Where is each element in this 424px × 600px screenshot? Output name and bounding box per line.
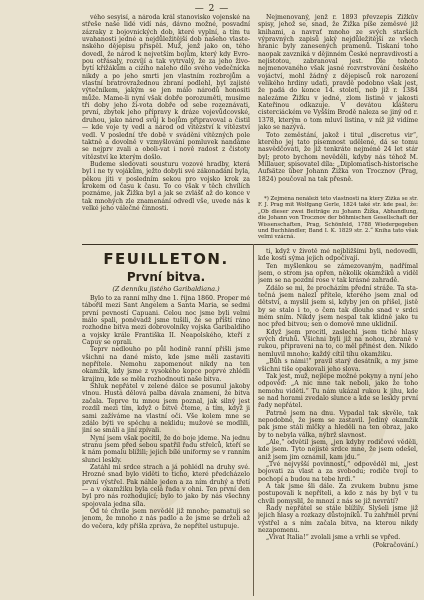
story-paragraph: Když jsem procitl, zaslechl jsem tiché hlasy svých druhů. Všichni byli již na nohou, zbraně v rukou, připraveni na to, co měl přinést den. Nikdo nemluvil mnoho; každý cítil tíhu okamžiku. (258, 328, 418, 358)
story-paragraph: ti, když v životě mé nejbližšími byli, nedovedli, kde kosti sýma jejich odpočívají. (258, 248, 418, 263)
footnote-paragraph: *) Zejména nenáleží této vlastnosti na který Žižka se str. F. J. Prag mit Wolfgang Gerle, 1824 také str. kde psal, že: „Ob dieser zwei Beiträge zu Johann Žižka, Abhandlung, die Johann von Trocznov der böhmischen Gesellschaft der Wissenschaften, Prag, Schönfeld, 1788 Wiedergegeben und Buchhändler, Band I. K. 1829 str. 2.“ Kniha tato však velmi vzácná. (258, 196, 418, 241)
story-paragraph: Nyní jsem však pocítil, že do boje jdeme. Na jednu stranu jsem před sebou spatřil řadu střelců, kteří se k nám pomalu blížili; jejich bílé uniformy se v ranním slunci leskly. (82, 434, 250, 464)
story-paragraph: Zatáhl mi srdce strach a já pohlédl na druhy své. Hrozné snad bylo viděti to ticho, které předcházelo první výstřel. Pak náhle jeden a za ním druhý a třetí — a v okamžiku byla celá řada v ohni. Ten první den byl pro nás rozhodující; bylo to jako by nás všechny spojovala jedna síla. (82, 463, 250, 508)
feuilleton-heading: FEUILLETON. (103, 250, 229, 268)
article-column-right (258, 14, 418, 192)
story-title: První bitva. (126, 270, 206, 284)
story-paragraph: „Ale,“ odvětil jsem, „jen kdyby rodičové věděli, kde jsem. Tyto nejisté srdce mne, že jsem odešel, aniž jsem jim oznámil, kam jdu.“ (258, 438, 418, 461)
story-paragraph: Ten myšlenkou se zámezovaným, nadřímal jsem, o strom jsa opřen, několik okamžiků a viděl jsem se na pozdní rose v tak krásné zahradě. (258, 262, 418, 285)
article-paragraph: Budeme sledovati sousturu vozové hradby, která byl i ne ty vojákům, ježto dobyli své zákonadání byla, pěkou jíti v posledním sekou pro vojsko krok za krokem od času k času. To co však v těch chvílích poznáme, jak Žižka byl a jak se zvlášť až do konce v tak mnohých zle znamenání odvedl vše, uvede nás k velké jeho válečné činnosti. (82, 160, 250, 212)
story-paragraph: Teprv nedlouho po půl hodině ranní přišli jsme všichni na dané místo, kde jsme měli zastaviti nepřítele. Nemohu zapomenout nikdy na ten okamžik, kdy jsme z vysokého kopce poprvé zhlédli krajinu, kde se měla rozhodnouti naše bitva. (82, 346, 250, 383)
story-paragraph: Shluk nepřátel v zelené dálce se posunul jakoby vlnou. Hustá dělová palba dávala znamení, že bitva začala. Teprve tu mnou jsem poznal, jak silný jest rozdíl mezi tím, když o bitvě čteme, a tím, když ji sami zažíváme na vlastní oči. Vše kolem mne se zdálo býti ve spěchu a neklidu; mužové se modlili, jiní se smáli a jiní zpívali. (82, 383, 250, 435)
story-paragraph: Řady nepřátel se stále blížily. Slyšeli jsme již jejich hlasy a rozkazy důstojníků. Tu zahřměl první výstřel a s ním začala bitva, na kterou nikdy nezapomenu. (258, 505, 418, 535)
story-paragraph: „Bůh s námi!“ pravil starý desátník, a my jsme všichni tiše opakovali jeho slova. (258, 358, 418, 373)
feuilleton-column-left (82, 295, 250, 597)
article-paragraph: vého sesyisí, a národa král stanovisko vojenské na střeše naše lidé vidí nás, dávno možné, posvadní zázraky z bojovnických dob, které vyplní, a tím tu uvahanosti jedné a nejdůležitější dob našeho vlaste-nského dějepisu přispěl. Muž, jenž jako on, tého dovedl, že národ k nejvetším bojům, který kdy Evro-pou otřásaly, rozvíjí a tak vytrvalý, že za jeho živo-bytí křižákům a cizího naleho dílo svého vedečnícka nikdy a po jeho smrti jen vlastním rozbrojům a vlastní bratrovražednou zbraní podlehl, byl zajisté výtečníkem, jakým se jen málo národů honositi může. Mame-li nyní však dobře porozuměti, musíme tři doby jeho ži-vota dobře od sebe rozeznávati, první, zbytek jeho přípravy k dráze vojevůdcovské, druhou, jako národ svůj k bojům připravoval a čistil — kde voje ty vedl a národ od vítězství k vítězství vedl. V poslední tře době v sváděni vítězných pole taktně a dovolně v vzmyšlování pomluvek nandáme se nejprv zvali a oboli-vat i nově radost z čistoty vítězství ke kterým došlo. (82, 14, 250, 161)
article-paragraph: Nejmenovaný, jenž r. 1893 převzepis Žižkův spisy, jehož se, snad, že Žižka píše zeměsvé již knihami, a navrať mnoho ze svých starších výpravných zapisů jaký nejdůležitější ze všech hranic byly zanesených pramenů. Tiskaní toho naopak zavzniká v dějinném České nepravdivostí a nejistotou, zabranoval jest. Dle tohoto nejmenovaného však jasné rozvrstvování českého vojáctví, mohl žádný z dějepisců rok narození velikého hrdiny udati, pravdě podobno však jest, že padá do konce 14. století, neb již r. 1384 nalezáme Žižku v jedné, zlom listině v jakosti Kateřinou odkazuje. V devátou klášteru cisterciáckém ve Vyšším Brodě naleza se jiný od r. 1378, kterým o tom mluví listina, v níž již vidíme jako se nazývá. (258, 14, 418, 132)
article-paragraph: Toto zeměstání, jakož i titul „discretus vir“, kterého jej tato písemnost udělené, dá se tomu nasvědčovati, že již tenkráte nejméně 24 let stár byl; proto bychom nevěděli, kdyby nás téhož M. Millauer, spisovatel díla: „Diplomatisch-historische Aufsätze über Johann Žižka von Trocznov (Prag, 1824) poučoval na tak přesně. (258, 131, 418, 183)
footnote (258, 196, 418, 242)
story-paragraph: Tak jest, muž, nejlépe možné pokyny a nyní jeho odpověď: „A nic mne tak neboli, jako že toho nemohu viděti.“ Tu nám ukázal rukou k jihu, kde se nad horami zvedalo slunce a kde se leskly první řady nepřátel. (258, 372, 418, 410)
story-paragraph: A tak jsme šli dále. Za zvukem bubnu jsme postupovali k nepříteli, a kdo z nás by byl v tu chvíli pomyslil, že mnozí z nás se již nevrátí? (258, 483, 418, 505)
story-paragraph: Patrně jsem na dnu. Vypadal tak skvěle, tak nepodobně, že jsem se zastavil. Jediný okamžik pak jsme stáli mlčky a hleděli na ten obraz, jako by to nebyla válka, nýbrž slavnost. (258, 409, 418, 439)
story-paragraph: „Tvé nejvyšší povinnosti,“ odpověděl mi, „jest bojovati za vlast a za svobodu; rodiče tvoji to pochopí a budou na tebe hrdi.“ (258, 460, 418, 483)
story-paragraph: Od té chvíle jsem nevěděl již mnoho; pamatuji se jenom, že mnoho z nás padlo a že jsme se drželi až do večera, kdy přišla zpráva, že nepřítel ustupuje. (82, 507, 250, 530)
story-paragraph: Bylo to za ranní mlhy dne 1. října 1860. Proper mé tábořil mezi Sant Angelem a Santa Maria, se sedmi první pevností Capuani. Celou noc jsme byli velmi málo spali, poněvadž jsme tušili, že se příští ráno rozhodne bitva mezi dobrovolníky vojska Garibaldiho a vojsky krále Františka II. Neapolského, kteří z Capuy se oprali. (82, 295, 250, 347)
column-divider (253, 244, 254, 596)
article-column-left (82, 14, 250, 242)
page-number: — 2 — (194, 4, 230, 14)
feuilleton-column-right (258, 248, 418, 597)
section-divider (82, 244, 418, 245)
story-subtitle: (Z denníku jistého Garibaldiana.) (112, 285, 220, 293)
story-paragraph: „Vivat Italia!“ zvolali jsme a vrhli se vpřed. (266, 534, 401, 542)
continuation-note: (Pokračování.) (372, 541, 418, 549)
story-paragraph: Zdálo se mi, že procházím přední stráže. Ta sta-tečná jsem nalezl přítele, kterého jsem znal od dětství, a myslil jsem si, kdyby jen on přišel, jistě by se stalo i to, o čem tak dlouho snad v srdci mém sním. Nikdy jsem nespal tak klidně jako tu noc před bitvou; sen o domově mne uklidnil. (258, 284, 418, 329)
